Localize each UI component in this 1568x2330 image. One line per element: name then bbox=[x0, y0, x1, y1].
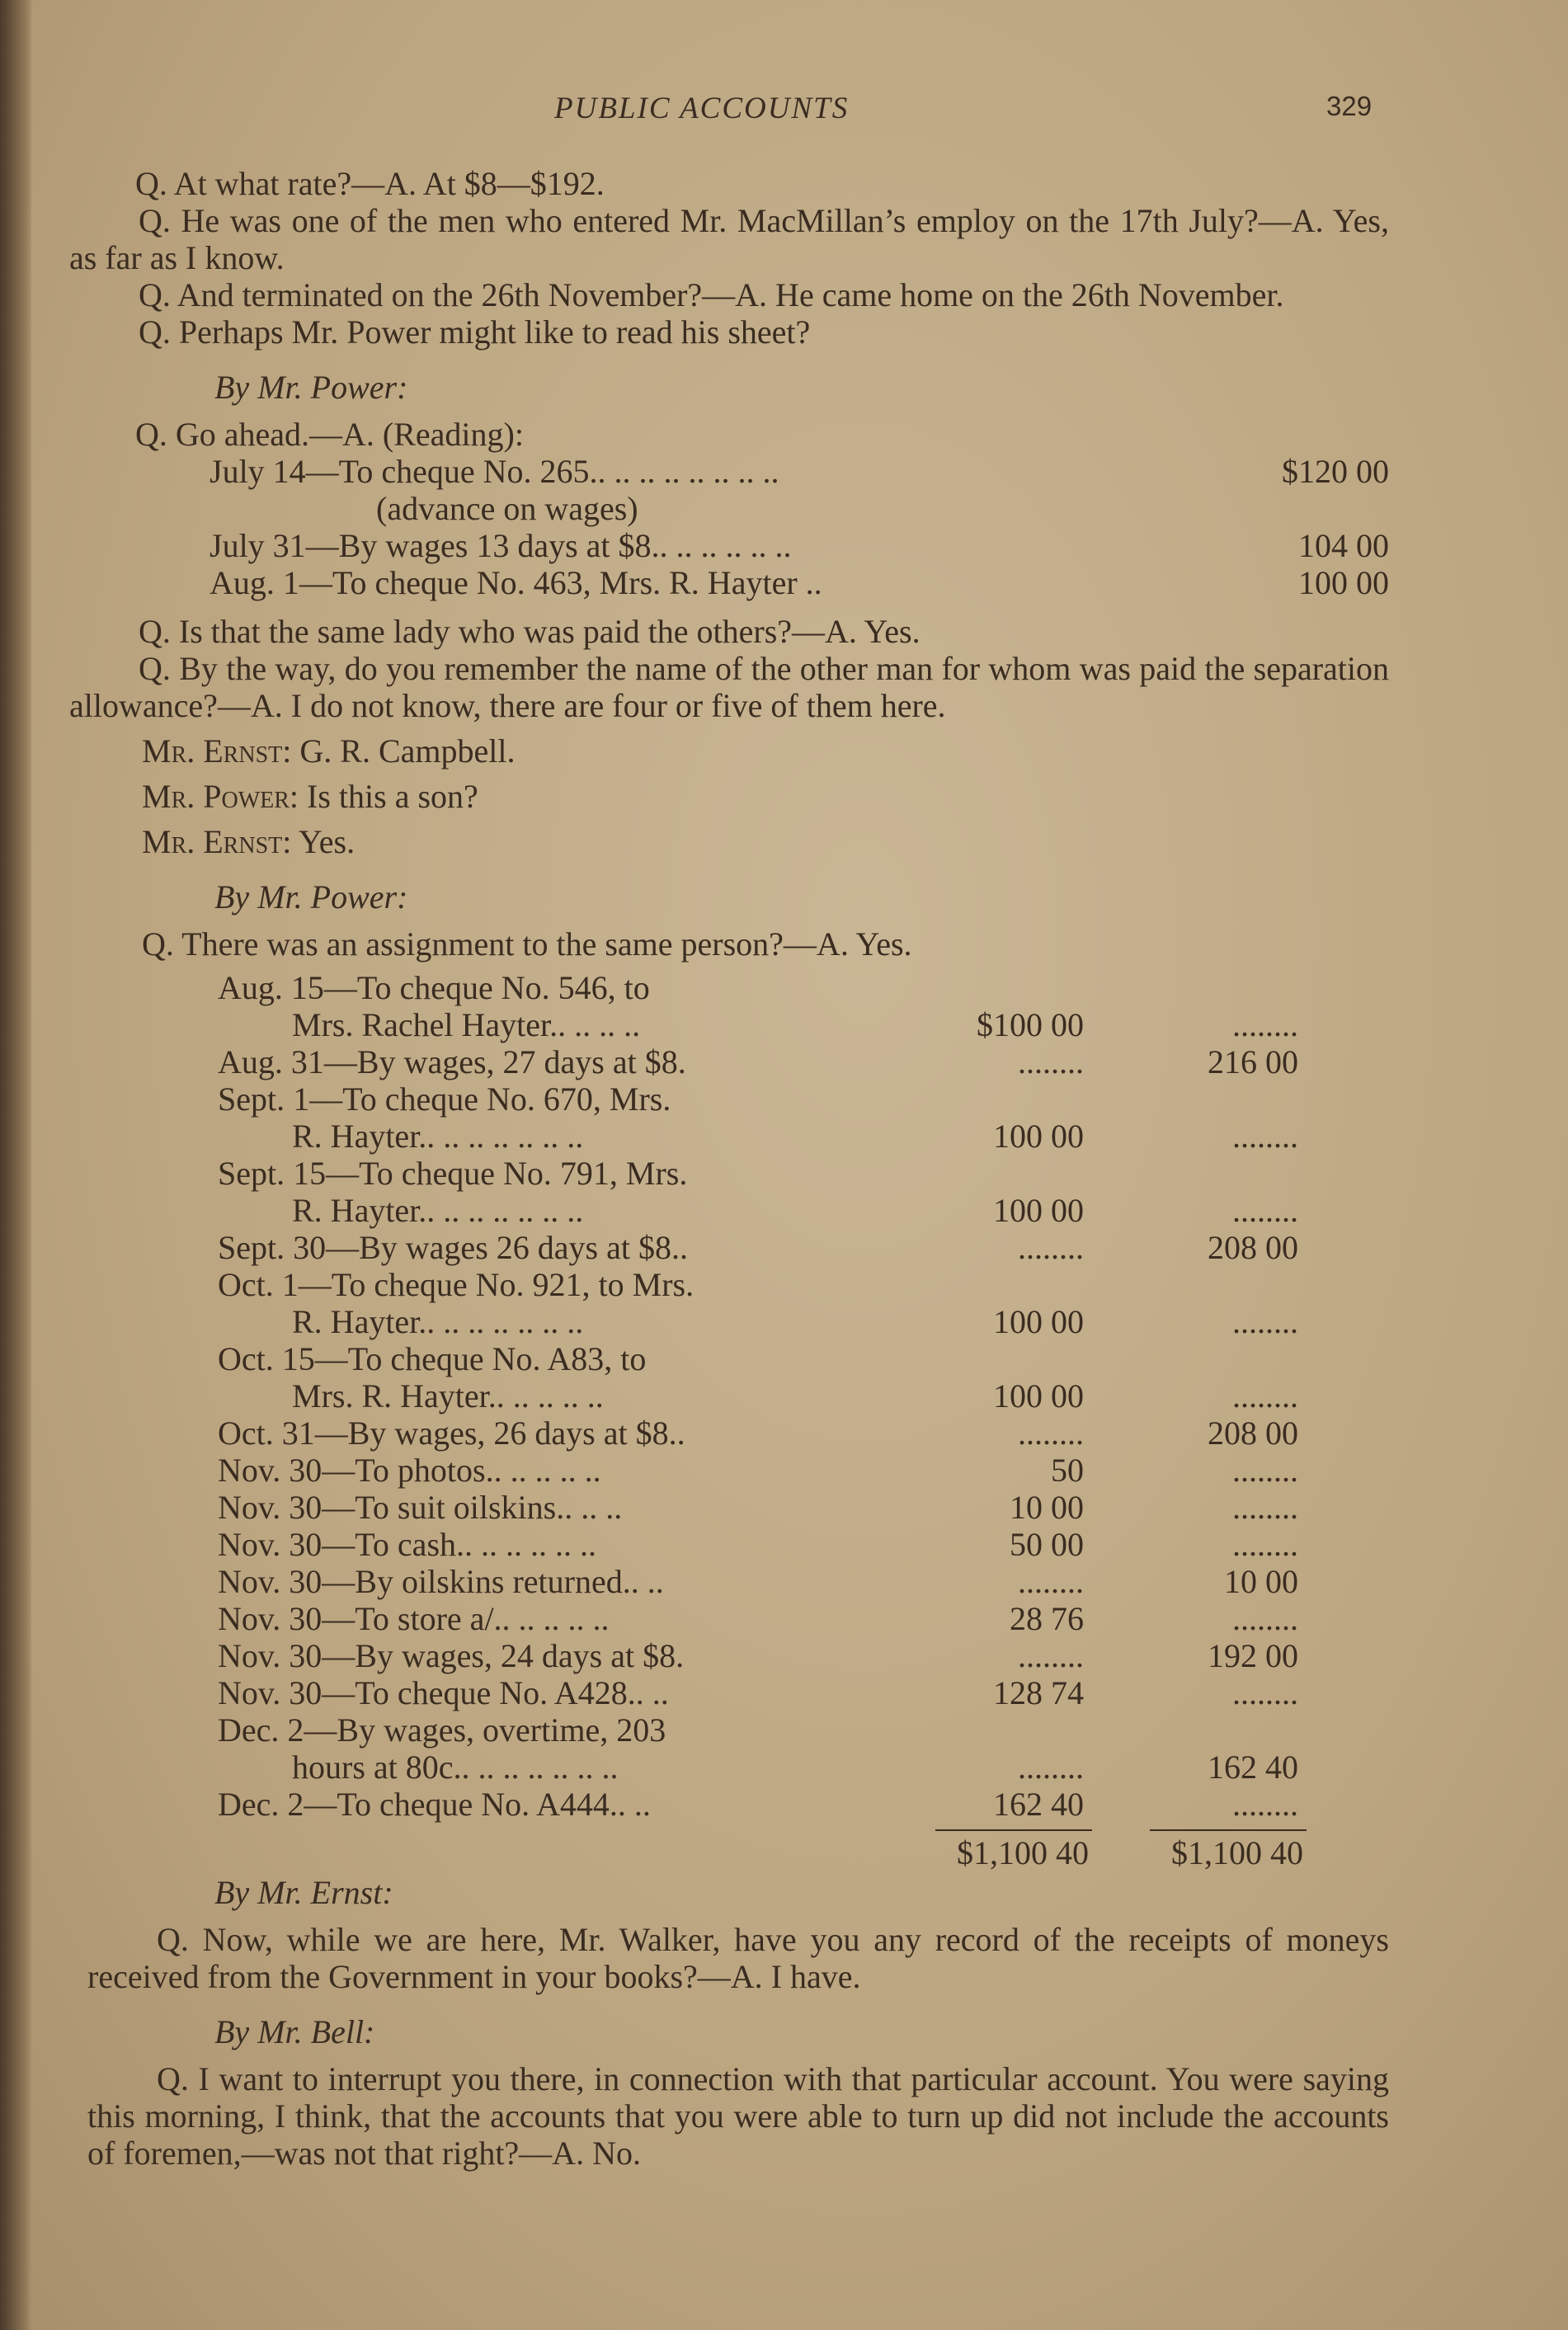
ledger-credit: ........ bbox=[1232, 1452, 1298, 1489]
ledger-debit: 10 00 bbox=[1010, 1489, 1084, 1526]
statement-row bbox=[69, 490, 1389, 527]
ledger-description: hours at 80c.. .. .. .. .. .. .. bbox=[292, 1749, 619, 1786]
credit-total: $1,100 40 bbox=[1171, 1834, 1303, 1871]
debit-total-rule bbox=[935, 1829, 1092, 1831]
examiner-heading: By Mr. Power: bbox=[214, 369, 408, 406]
ledger-description: Oct. 15—To cheque No. A83, to bbox=[218, 1340, 647, 1377]
ledger-row bbox=[69, 1489, 1389, 1526]
ledger-description: Mrs. R. Hayter.. .. .. .. .. bbox=[292, 1377, 604, 1414]
speaker-text: Yes. bbox=[298, 823, 356, 860]
paragraph: Q. And terminated on the 26th November?—A. He came home on the 26th November. bbox=[139, 276, 1284, 313]
speaker-line: Mr. Power: Is this a son? bbox=[142, 778, 478, 815]
ledger-row bbox=[69, 1674, 1389, 1711]
ledger-row bbox=[69, 1377, 1389, 1414]
ledger-row bbox=[69, 1414, 1389, 1452]
statement-amount: 104 00 bbox=[1298, 527, 1389, 564]
ledger-description: Dec. 2—By wages, overtime, 203 bbox=[218, 1711, 666, 1749]
ledger-description: Sept. 15—To cheque No. 791, Mrs. bbox=[218, 1155, 688, 1192]
paragraph: Q. I want to interrupt you there, in connection with that particular account. You were saying this morning, I think, that the accounts that you were able to turn up did not include the accounts of foremen,—was not that right?—A. No. bbox=[87, 2060, 1389, 2172]
ledger-description: Sept. 1—To cheque No. 670, Mrs. bbox=[218, 1080, 671, 1118]
paragraph: Q. Is that the same lady who was paid the others?—A. Yes. bbox=[139, 613, 921, 650]
speaker-text: Is this a son? bbox=[307, 778, 478, 815]
statement-desc: July 14—To cheque No. 265.. .. .. .. .. .. .. .. bbox=[210, 453, 779, 490]
ledger-debit: 100 00 bbox=[993, 1377, 1084, 1414]
ledger-row bbox=[69, 1155, 1389, 1192]
ledger-row bbox=[69, 1563, 1389, 1600]
ledger-debit: 50 00 bbox=[1010, 1526, 1084, 1563]
debit-total: $1,100 40 bbox=[957, 1834, 1089, 1871]
ledger-credit: ........ bbox=[1232, 1786, 1298, 1823]
ledger-row bbox=[69, 969, 1389, 1006]
ledger-debit: 50 bbox=[1051, 1452, 1084, 1489]
ledger-description: Aug. 15—To cheque No. 546, to bbox=[218, 969, 650, 1006]
ledger-credit: 10 00 bbox=[1224, 1563, 1298, 1600]
ledger-description: Oct. 31—By wages, 26 days at $8.. bbox=[218, 1414, 685, 1452]
ledger-debit: 100 00 bbox=[993, 1192, 1084, 1229]
examiner-heading: By Mr. Bell: bbox=[214, 2013, 375, 2050]
ledger-row bbox=[69, 1600, 1389, 1637]
ledger-credit: 208 00 bbox=[1208, 1229, 1298, 1266]
ledger-description: Sept. 30—By wages 26 days at $8.. bbox=[218, 1229, 688, 1266]
ledger-debit: 100 00 bbox=[993, 1303, 1084, 1340]
ledger-credit: ........ bbox=[1232, 1303, 1298, 1340]
paragraph: Q. Go ahead.—A. (Reading): bbox=[135, 416, 524, 453]
ledger-description: Nov. 30—To store a/.. .. .. .. .. bbox=[218, 1600, 610, 1637]
running-header: PUBLIC ACCOUNTS bbox=[554, 92, 850, 125]
ledger-row bbox=[69, 1080, 1389, 1118]
ledger-debit: ........ bbox=[1018, 1749, 1084, 1786]
text-column bbox=[69, 165, 1389, 2172]
ledger-description: Nov. 30—To suit oilskins.. .. .. bbox=[218, 1489, 623, 1526]
ledger-description: Dec. 2—To cheque No. A444.. .. bbox=[218, 1786, 651, 1823]
examiner-heading: By Mr. Ernst: bbox=[214, 1874, 393, 1911]
ledger-description: R. Hayter.. .. .. .. .. .. .. bbox=[292, 1192, 584, 1229]
speaker-name: Mr. Ernst bbox=[142, 823, 283, 860]
ledger-description: R. Hayter.. .. .. .. .. .. .. bbox=[292, 1303, 584, 1340]
ledger-credit: ........ bbox=[1232, 1674, 1298, 1711]
paragraph: Q. There was an assignment to the same person?—A. Yes. bbox=[142, 925, 912, 963]
statement-row bbox=[69, 527, 1389, 564]
ledger-debit: ........ bbox=[1018, 1043, 1084, 1080]
speaker-name: Mr. Power bbox=[142, 778, 290, 815]
ledger-row bbox=[69, 1637, 1389, 1674]
ledger-debit: 28 76 bbox=[1010, 1600, 1084, 1637]
statement-desc: July 31—By wages 13 days at $8.. .. .. .. .. .. bbox=[210, 527, 792, 564]
speaker-name: Mr. Ernst bbox=[142, 732, 283, 770]
ledger-debit: 162 40 bbox=[993, 1786, 1084, 1823]
ledger-row bbox=[69, 1786, 1389, 1823]
ledger-description: R. Hayter.. .. .. .. .. .. .. bbox=[292, 1118, 584, 1155]
ledger-debit: ........ bbox=[1018, 1414, 1084, 1452]
ledger-credit: ........ bbox=[1232, 1377, 1298, 1414]
statement-desc: Aug. 1—To cheque No. 463, Mrs. R. Hayter .. bbox=[210, 564, 822, 601]
ledger-totals-row bbox=[69, 1823, 1389, 1874]
ledger-row bbox=[69, 1303, 1389, 1340]
ledger-row bbox=[69, 1118, 1389, 1155]
ledger-row bbox=[69, 1192, 1389, 1229]
page-number: 329 bbox=[1326, 91, 1373, 121]
ledger-credit: ........ bbox=[1232, 1489, 1298, 1526]
ledger-credit: ........ bbox=[1232, 1006, 1298, 1043]
ledger-description: Mrs. Rachel Hayter.. .. .. .. bbox=[292, 1006, 641, 1043]
ledger-row bbox=[69, 1340, 1389, 1377]
ledger-debit: 128 74 bbox=[993, 1674, 1084, 1711]
ledger-row bbox=[69, 1711, 1389, 1749]
ledger-credit: ........ bbox=[1232, 1192, 1298, 1229]
ledger-credit: 162 40 bbox=[1208, 1749, 1298, 1786]
paragraph: Q. Perhaps Mr. Power might like to read his sheet? bbox=[139, 313, 811, 351]
ledger-description: Nov. 30—To cash.. .. .. .. .. .. bbox=[218, 1526, 597, 1563]
ledger-description: Oct. 1—To cheque No. 921, to Mrs. bbox=[218, 1266, 695, 1303]
statement-row bbox=[69, 453, 1389, 490]
statement-amount: $120 00 bbox=[1282, 453, 1389, 490]
paragraph: Q. He was one of the men who entered Mr. MacMillan’s employ on the 17th July?—A. Yes, as far as I know. bbox=[69, 202, 1389, 276]
paragraph: Q. At what rate?—A. At $8—$192. bbox=[135, 165, 605, 202]
examiner-heading: By Mr. Power: bbox=[214, 878, 408, 916]
ledger-description: Nov. 30—By wages, 24 days at $8. bbox=[218, 1637, 685, 1674]
book-binding-edge bbox=[0, 0, 31, 2330]
ledger-debit: ........ bbox=[1018, 1229, 1084, 1266]
ledger-credit: ........ bbox=[1232, 1600, 1298, 1637]
ledger-debit: $100 00 bbox=[977, 1006, 1084, 1043]
ledger-description: Aug. 31—By wages, 27 days at $8. bbox=[218, 1043, 686, 1080]
ledger-debit: 100 00 bbox=[993, 1118, 1084, 1155]
ledger-row bbox=[69, 1229, 1389, 1266]
statement-row bbox=[69, 564, 1389, 601]
paragraph: Q. By the way, do you remember the name of the other man for whom was paid the separation allowance?—A. I do not know, there are four or five of them here. bbox=[69, 650, 1389, 724]
ledger-debit: ........ bbox=[1018, 1563, 1084, 1600]
reading-statement bbox=[69, 453, 1389, 601]
ledger-row bbox=[69, 1006, 1389, 1043]
ledger-description: Nov. 30—To photos.. .. .. .. .. bbox=[218, 1452, 601, 1489]
ledger-row bbox=[69, 1526, 1389, 1563]
ledger-debit: ........ bbox=[1018, 1637, 1084, 1674]
ledger-credit: 192 00 bbox=[1208, 1637, 1298, 1674]
ledger-row bbox=[69, 1749, 1389, 1786]
ledger-description: Nov. 30—By oilskins returned.. .. bbox=[218, 1563, 664, 1600]
speaker-line: Mr. Ernst: G. R. Campbell. bbox=[142, 732, 516, 770]
paragraph: Q. Now, while we are here, Mr. Walker, have you any record of the receipts of moneys received from the Government in your books?—A. I have. bbox=[87, 1921, 1389, 1995]
credit-total-rule bbox=[1150, 1829, 1307, 1831]
ledger-table bbox=[69, 969, 1389, 1823]
ledger-credit: ........ bbox=[1232, 1526, 1298, 1563]
ledger-credit: 208 00 bbox=[1208, 1414, 1298, 1452]
ledger-credit: 216 00 bbox=[1208, 1043, 1298, 1080]
ledger-credit: ........ bbox=[1232, 1118, 1298, 1155]
speaker-text: G. R. Campbell. bbox=[299, 732, 516, 770]
statement-desc: (advance on wages) bbox=[376, 490, 638, 527]
ledger-row bbox=[69, 1043, 1389, 1080]
ledger-row bbox=[69, 1266, 1389, 1303]
ledger-description: Nov. 30—To cheque No. A428.. .. bbox=[218, 1674, 669, 1711]
ledger-row bbox=[69, 1452, 1389, 1489]
statement-amount: 100 00 bbox=[1298, 564, 1389, 601]
speaker-line: Mr. Ernst: Yes. bbox=[142, 823, 356, 860]
